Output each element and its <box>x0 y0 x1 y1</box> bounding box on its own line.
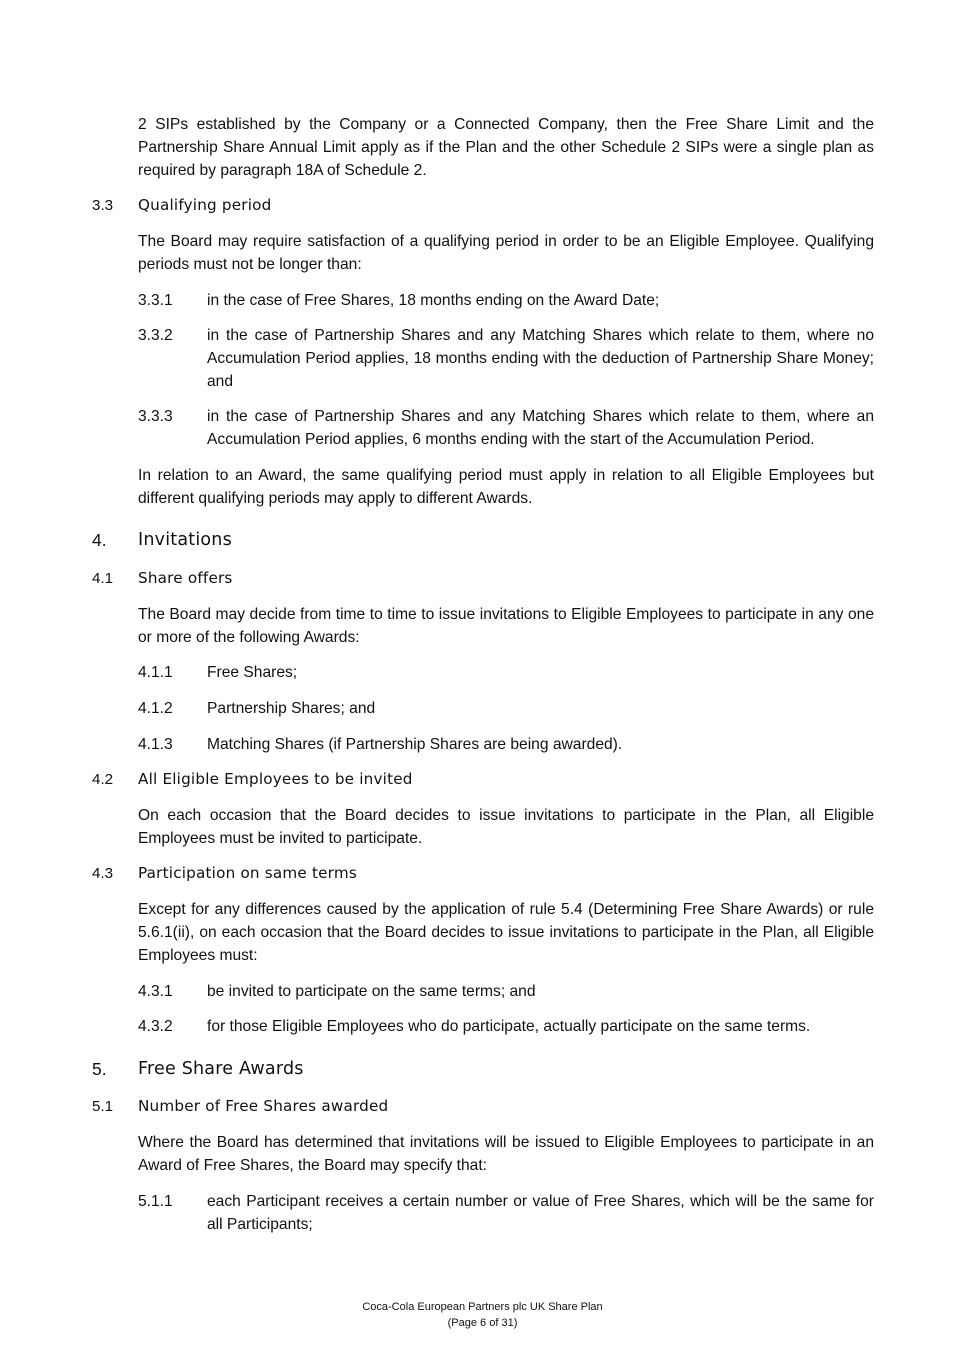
section-number-5-1: 5.1 <box>92 1098 114 1115</box>
item-text-4-3-2: for those Eligible Employees who do participate, actually participate on the same terms. <box>207 1018 811 1035</box>
item-number-3-3-1: 3.3.1 <box>138 292 173 309</box>
section-number-3-3: 3.3 <box>92 197 114 214</box>
paragraph-3-3: The Board may require satisfaction of a qualifying period in order to be an Eligible Employee. Qualifying periods must not be longer than: <box>138 233 874 273</box>
section-heading-3-3: Qualifying period <box>138 196 272 214</box>
section-heading-5-1: Number of Free Shares awarded <box>138 1097 389 1115</box>
section-heading-4: Invitations <box>138 530 232 550</box>
section-number-4-1: 4.1 <box>92 570 114 587</box>
section-number-5: 5. <box>92 1059 107 1079</box>
item-number-4-3-2: 4.3.2 <box>138 1018 173 1035</box>
item-number-4-1-3: 4.1.3 <box>138 736 173 753</box>
item-text-4-1-3: Matching Shares (if Partnership Shares are being awarded). <box>207 736 623 753</box>
item-text-4-1-1: Free Shares; <box>207 664 298 681</box>
section-number-4-3: 4.3 <box>92 865 114 882</box>
section-heading-4-3: Participation on same terms <box>138 864 357 882</box>
paragraph-4-1: The Board may decide from time to time to issue invitations to Eligible Employees to participate in any one or more of the following Awards: <box>138 606 874 646</box>
item-text-3-3-1: in the case of Free Shares, 18 months ending on the Award Date; <box>207 292 660 309</box>
section-number-4-2: 4.2 <box>92 771 114 788</box>
section-heading-5: Free Share Awards <box>138 1059 304 1079</box>
item-number-5-1-1: 5.1.1 <box>138 1193 173 1210</box>
item-number-3-3-2: 3.3.2 <box>138 327 173 344</box>
item-text-4-1-2: Partnership Shares; and <box>207 700 376 717</box>
intro-paragraph: 2 SIPs established by the Company or a Connected Company, then the Free Share Limit and the Partnership Share Annual Limit apply as if the Plan and the other Schedule 2 SIPs were a single plan as required by paragraph 18A of Schedule 2. <box>138 116 874 179</box>
item-number-4-3-1: 4.3.1 <box>138 983 173 1000</box>
paragraph-4-2: On each occasion that the Board decides to issue invitations to participate in the Plan, all Eligible Employees must be invited to participate. <box>138 807 874 847</box>
section-heading-4-1: Share offers <box>138 569 233 587</box>
item-number-4-1-2: 4.1.2 <box>138 700 173 717</box>
paragraph-4-3: Except for any differences caused by the application of rule 5.4 (Determining Free Share Awards) or rule 5.6.1(ii), on each occasion that the Board decides to issue invitations to participate in the Plan, all Eligible Employees must: <box>138 901 874 964</box>
item-text-4-3-1: be invited to participate on the same terms; and <box>207 983 536 1000</box>
footer-document-title: Coca-Cola European Partners plc UK Share Plan <box>362 1301 603 1313</box>
paragraph-5-1: Where the Board has determined that invitations will be issued to Eligible Employees to participate in an Award of Free Shares, the Board may specify that: <box>138 1134 874 1174</box>
section-heading-4-2: All Eligible Employees to be invited <box>138 770 413 788</box>
footer-page-number: (Page 6 of 31) <box>447 1317 518 1329</box>
section-number-4: 4. <box>92 530 107 550</box>
paragraph-3-3-after: In relation to an Award, the same qualifying period must apply in relation to all Eligible Employees but different qualifying periods may apply to different Awards. <box>138 467 874 507</box>
item-number-3-3-3: 3.3.3 <box>138 408 173 425</box>
item-text-3-3-3: in the case of Partnership Shares and any Matching Shares which relate to them, where an Accumulation Period applies, 6 months ending with the start of the Accumulation Period. <box>207 408 874 448</box>
item-text-3-3-2: in the case of Partnership Shares and any Matching Shares which relate to them, where no Accumulation Period applies, 18 months ending with the deduction of Partnership Share Money; and <box>207 327 874 390</box>
item-number-4-1-1: 4.1.1 <box>138 664 173 681</box>
item-text-5-1-1: each Participant receives a certain number or value of Free Shares, which will be the same for all Participants; <box>207 1193 874 1233</box>
